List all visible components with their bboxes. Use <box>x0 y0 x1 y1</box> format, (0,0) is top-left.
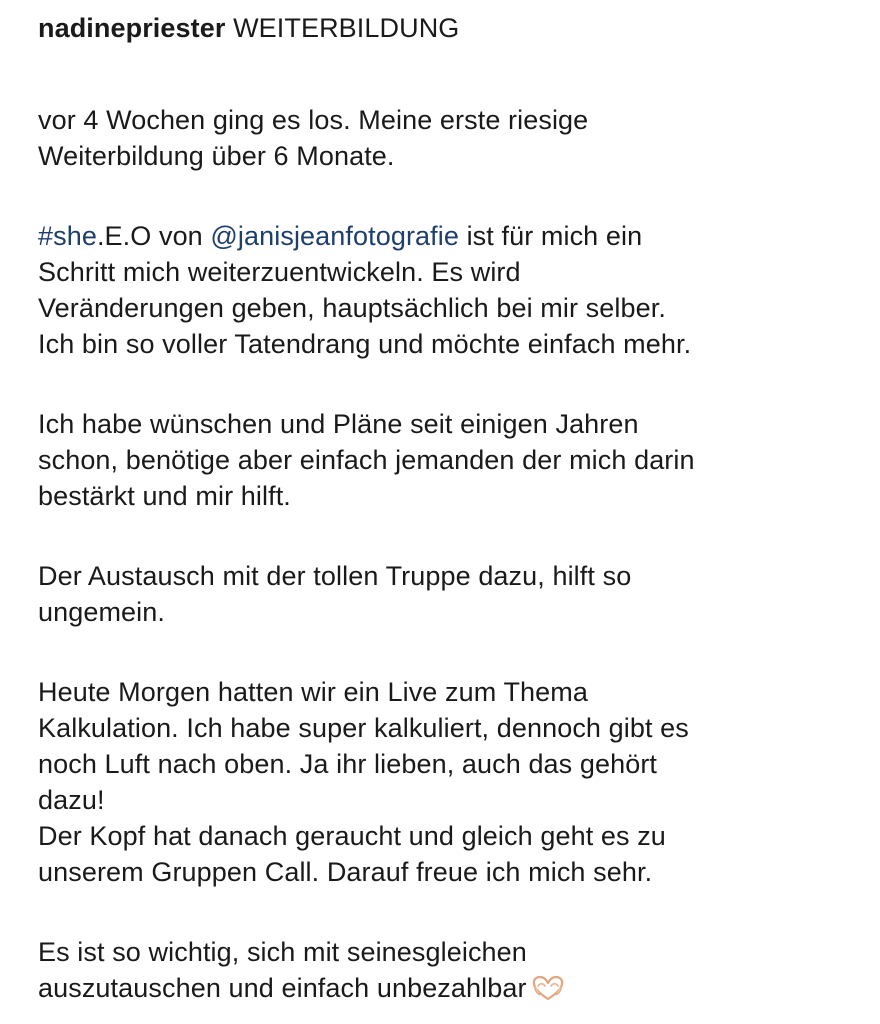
paragraph-live: Heute Morgen hatten wir ein Live zum Thema Kalkulation. Ich habe super kalkuliert, dennoch gibt es noch Luft nach oben. Ja ihr lieben, auch das gehört dazu! <box>38 677 689 815</box>
paragraph-program <box>38 218 868 362</box>
program-description-text: ist für mich ein Schritt mich weiterzuentwickeln. Es wird Veränderungen geben, hauptsächlich bei mir selber. Ich bin so voller Tatendrang und möchte einfach mehr. <box>38 221 692 359</box>
paragraph-wishes: Ich habe wünschen und Pläne seit einigen Jahren schon, benötige aber einfach jemanden der mich darin bestärkt und mir hilft. <box>38 409 695 511</box>
heart-hands-icon <box>531 975 565 1001</box>
mention-link[interactable]: @janisjeanfotografie <box>210 221 459 251</box>
post-caption <box>38 10 868 1006</box>
caption-header <box>38 10 868 46</box>
paragraph-call: Der Kopf hat danach geraucht und gleich geht es zu unserem Gruppen Call. Darauf freue ich mich sehr. <box>38 821 666 887</box>
username-link[interactable]: nadinepriester <box>38 13 226 43</box>
caption-title: WEITERBILDUNG <box>233 13 460 43</box>
paragraph-intro: vor 4 Wochen ging es los. Meine erste riesige Weiterbildung über 6 Monate. <box>38 105 589 171</box>
paragraph-exchange: Der Austausch mit der tollen Truppe dazu, hilft so ungemein. <box>38 561 632 627</box>
closing-text: Es ist so wichtig, sich mit seinesgleichen auszutauschen und einfach unbezahlbar <box>38 937 527 1003</box>
program-name-text: .E.O von <box>96 221 211 251</box>
hashtag-link[interactable]: #she <box>38 221 97 251</box>
paragraph-closing <box>38 934 868 1006</box>
